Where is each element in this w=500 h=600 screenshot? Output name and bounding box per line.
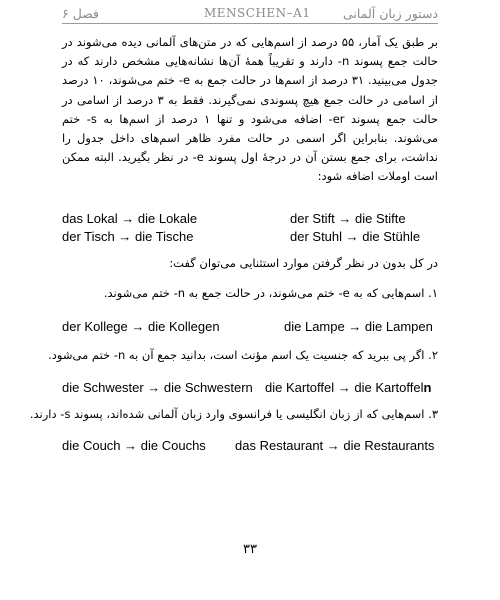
header-divider [62, 23, 438, 24]
example-der-stift: der Stift → die Stifte [290, 211, 406, 226]
example-das-lokal: das Lokal → die Lokale [62, 211, 198, 226]
example-die-kartoffel [265, 380, 431, 395]
book-title: MENSCHEN–A1 [204, 6, 311, 20]
example-das-restaurant: das Restaurant → die Restaurants [235, 438, 435, 453]
plural-ending-n: n [423, 380, 432, 395]
rule-1 [104, 286, 438, 300]
example-die-lampe: die Lampe → die Lampen [284, 319, 433, 334]
rule-3: ۳. اسم‌هایی که از زبان انگلیسی یا فرانسوی وارد زبان آلمانی شده‌اند، پسوند s- دارند. [29, 407, 438, 421]
rule-2 [48, 348, 438, 362]
rule-2-text: اگر پی ببرید که جنسیت یک اسم مؤنث است، بدانید جمع آن به n- ختم می‌شود. [48, 348, 425, 362]
intro-paragraph: بر طبق یک آمار، ۵۵ درصد از اسم‌هایی که در متن‌های آلمانی دیده می‌شوند در حالت جمع پسوند n- دارند و تقریباً همهٔ آن‌ها نشانه‌هایی مشخص دارند که در جدول می‌بینید. ۳۱ درصد از اسم‌ها در حالت جمع به e- ختم می‌شوند، ۱۰ درصد از اسامی در حالت جمع هیچ پسوندی نمی‌گیرند. فقط به ۳ درصد از اسامی در حالت جمع پسوند er- اضافه می‌شود و تنها ۱ درصد از اسم‌ها به s- ختم می‌شوند. بنابراین اگر اسمی در حالت مفرد ظاهر اسم‌های داخل جدول را نداشت، برای جمع بستن آن در درجهٔ اول پسوند e- در نظر بگیرید. البته ممکن است اوملات اضافه شود: [62, 35, 439, 184]
rule-1-text: اسم‌هایی که به e- ختم می‌شوند، در حالت جمع به n- ختم می‌شوند. [103, 286, 425, 300]
example-die-schwester: die Schwester → die Schwestern [62, 380, 253, 395]
rule-1-number: ۱. [428, 286, 438, 300]
chapter-label: فصل ۶ [62, 6, 99, 21]
page-number: ۳۳ [243, 542, 257, 557]
running-header [62, 4, 438, 24]
rule-2-number: ۲. [428, 348, 438, 362]
example-der-stuhl: der Stuhl → die Stühle [290, 229, 421, 244]
example-die-kartoffel-stem: die Kartoffel → die Kartoffel [265, 380, 424, 395]
example-der-kollege: der Kollege → die Kollegen [62, 319, 220, 334]
exceptions-intro: در کل بدون در نظر گرفتن موارد استثنایی می‌توان گفت: [169, 256, 438, 270]
example-die-couch: die Couch → die Couchs [62, 438, 206, 453]
example-der-tisch: der Tisch → die Tische [62, 229, 194, 244]
book-subject: دستور زبان آلمانی [343, 6, 438, 21]
